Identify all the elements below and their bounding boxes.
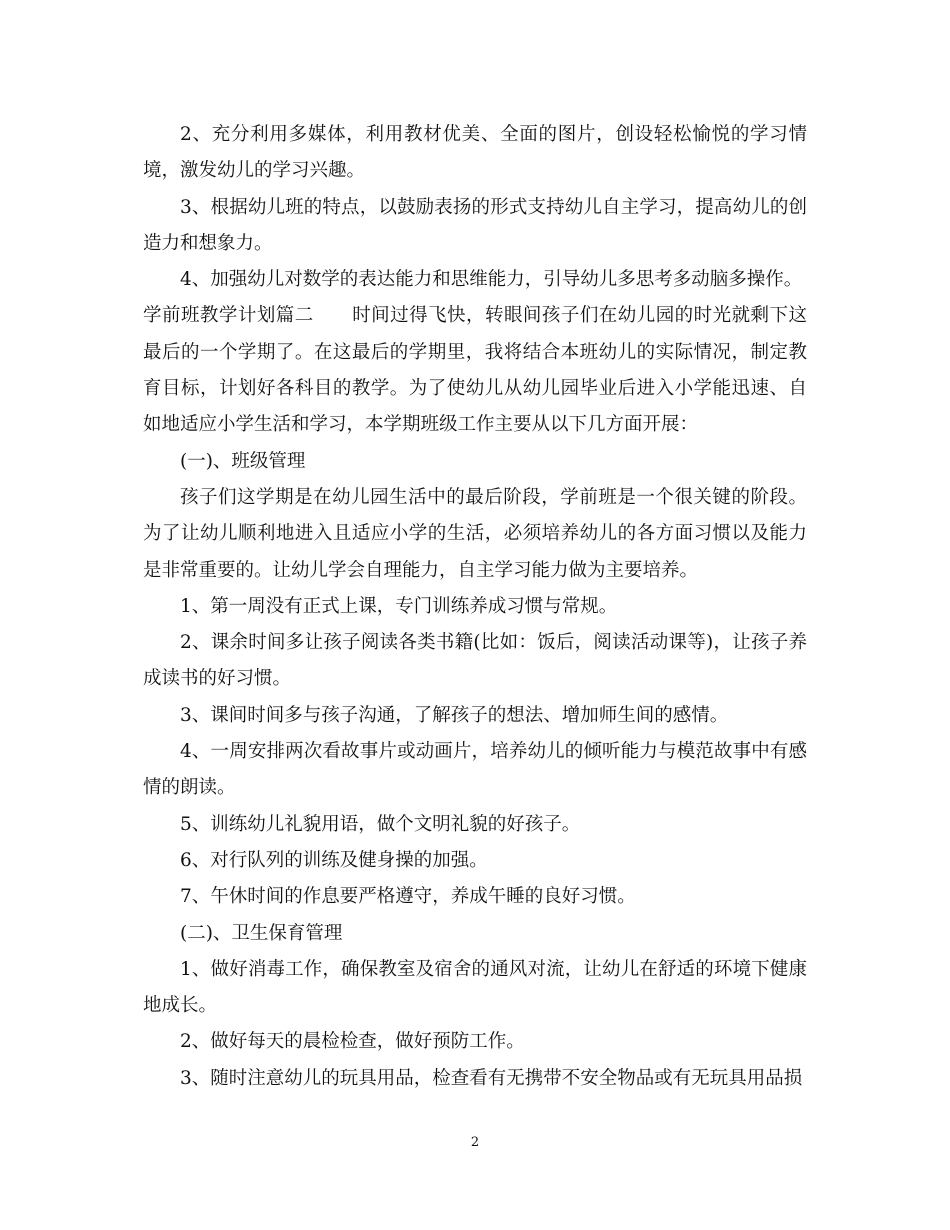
part1-item-6: 6、对行队列的训练及健身操的加强。 [180, 849, 488, 871]
section-intro: 时间过得飞快，转眼间孩子们在幼儿园的时光就剩下这最后的一个学期了。在这最后的学期里，我将结合本班幼儿的实际情况，制定教育目标，计划好各科目的教学。为了使幼儿从幼儿园毕业后进入小学能迅速、自如地适应小学生活和学习，本学期班级工作主要从以下几方面开展： [143, 305, 807, 436]
part1-item-7: 7、午休时间的作息要严格遵守，养成午睡的良好习惯。 [180, 886, 636, 908]
document-body [143, 117, 807, 1097]
section-heading: 学前班教学计划篇二 [143, 305, 314, 327]
part1-heading: (一)、班级管理 [180, 450, 306, 472]
part2-item-2: 2、做好每天的晨检检查，做好预防工作。 [180, 1031, 525, 1053]
part1-item-3: 3、课间时间多与孩子沟通，了解孩子的想法、增加师生间的感情。 [180, 704, 729, 726]
part2-item-1: 1、做好消毒工作，确保教室及宿舍的通风对流，让幼儿在舒适的环境下健康地成长。 [143, 958, 807, 1017]
part2-item-3: 3、随时注意幼儿的玩具用品，检查看有无携带不安全物品或有无玩具用品损 [180, 1067, 803, 1089]
paragraph-item-3: 3、根据幼儿班的特点，以鼓励表扬的形式支持幼儿自主学习，提高幼儿的创造力和想象力。 [143, 196, 807, 254]
paragraph-item-2: 2、充分利用多媒体，利用教材优美、全面的图片，创设轻松愉悦的学习情境，激发幼儿的学习兴趣。 [143, 124, 807, 182]
paragraph-item-4: 4、加强幼儿对数学的表达能力和思维能力，引导幼儿多思考多动脑多操作。 [180, 269, 803, 291]
section-paragraph [143, 298, 807, 443]
part1-item-4: 4、一周安排两次看故事片或动画片，培养幼儿的倾听能力与模范故事中有感情的朗读。 [143, 741, 807, 799]
part1-item-5: 5、训练幼儿礼貌用语，做个文明礼貌的好孩子。 [180, 813, 581, 835]
part1-intro: 孩子们这学期是在幼儿园生活中的最后阶段，学前班是一个很关键的阶段。为了让幼儿顺利地进入且适应小学的生活，必须培养幼儿的各方面习惯以及能力是非常重要的。让幼儿学会自理能力，自主学习能力做为主要培养。 [143, 486, 807, 581]
page-number: 2 [470, 1135, 480, 1150]
part1-item-2: 2、课余时间多让孩子阅读各类书籍(比如：饭后，阅读活动课等)，让孩子养成读书的好习惯。 [143, 632, 807, 690]
part1-item-1: 1、第一周没有正式上课，专门训练养成习惯与常规。 [180, 595, 618, 617]
part2-heading: (二)、卫生保育管理 [180, 922, 343, 944]
